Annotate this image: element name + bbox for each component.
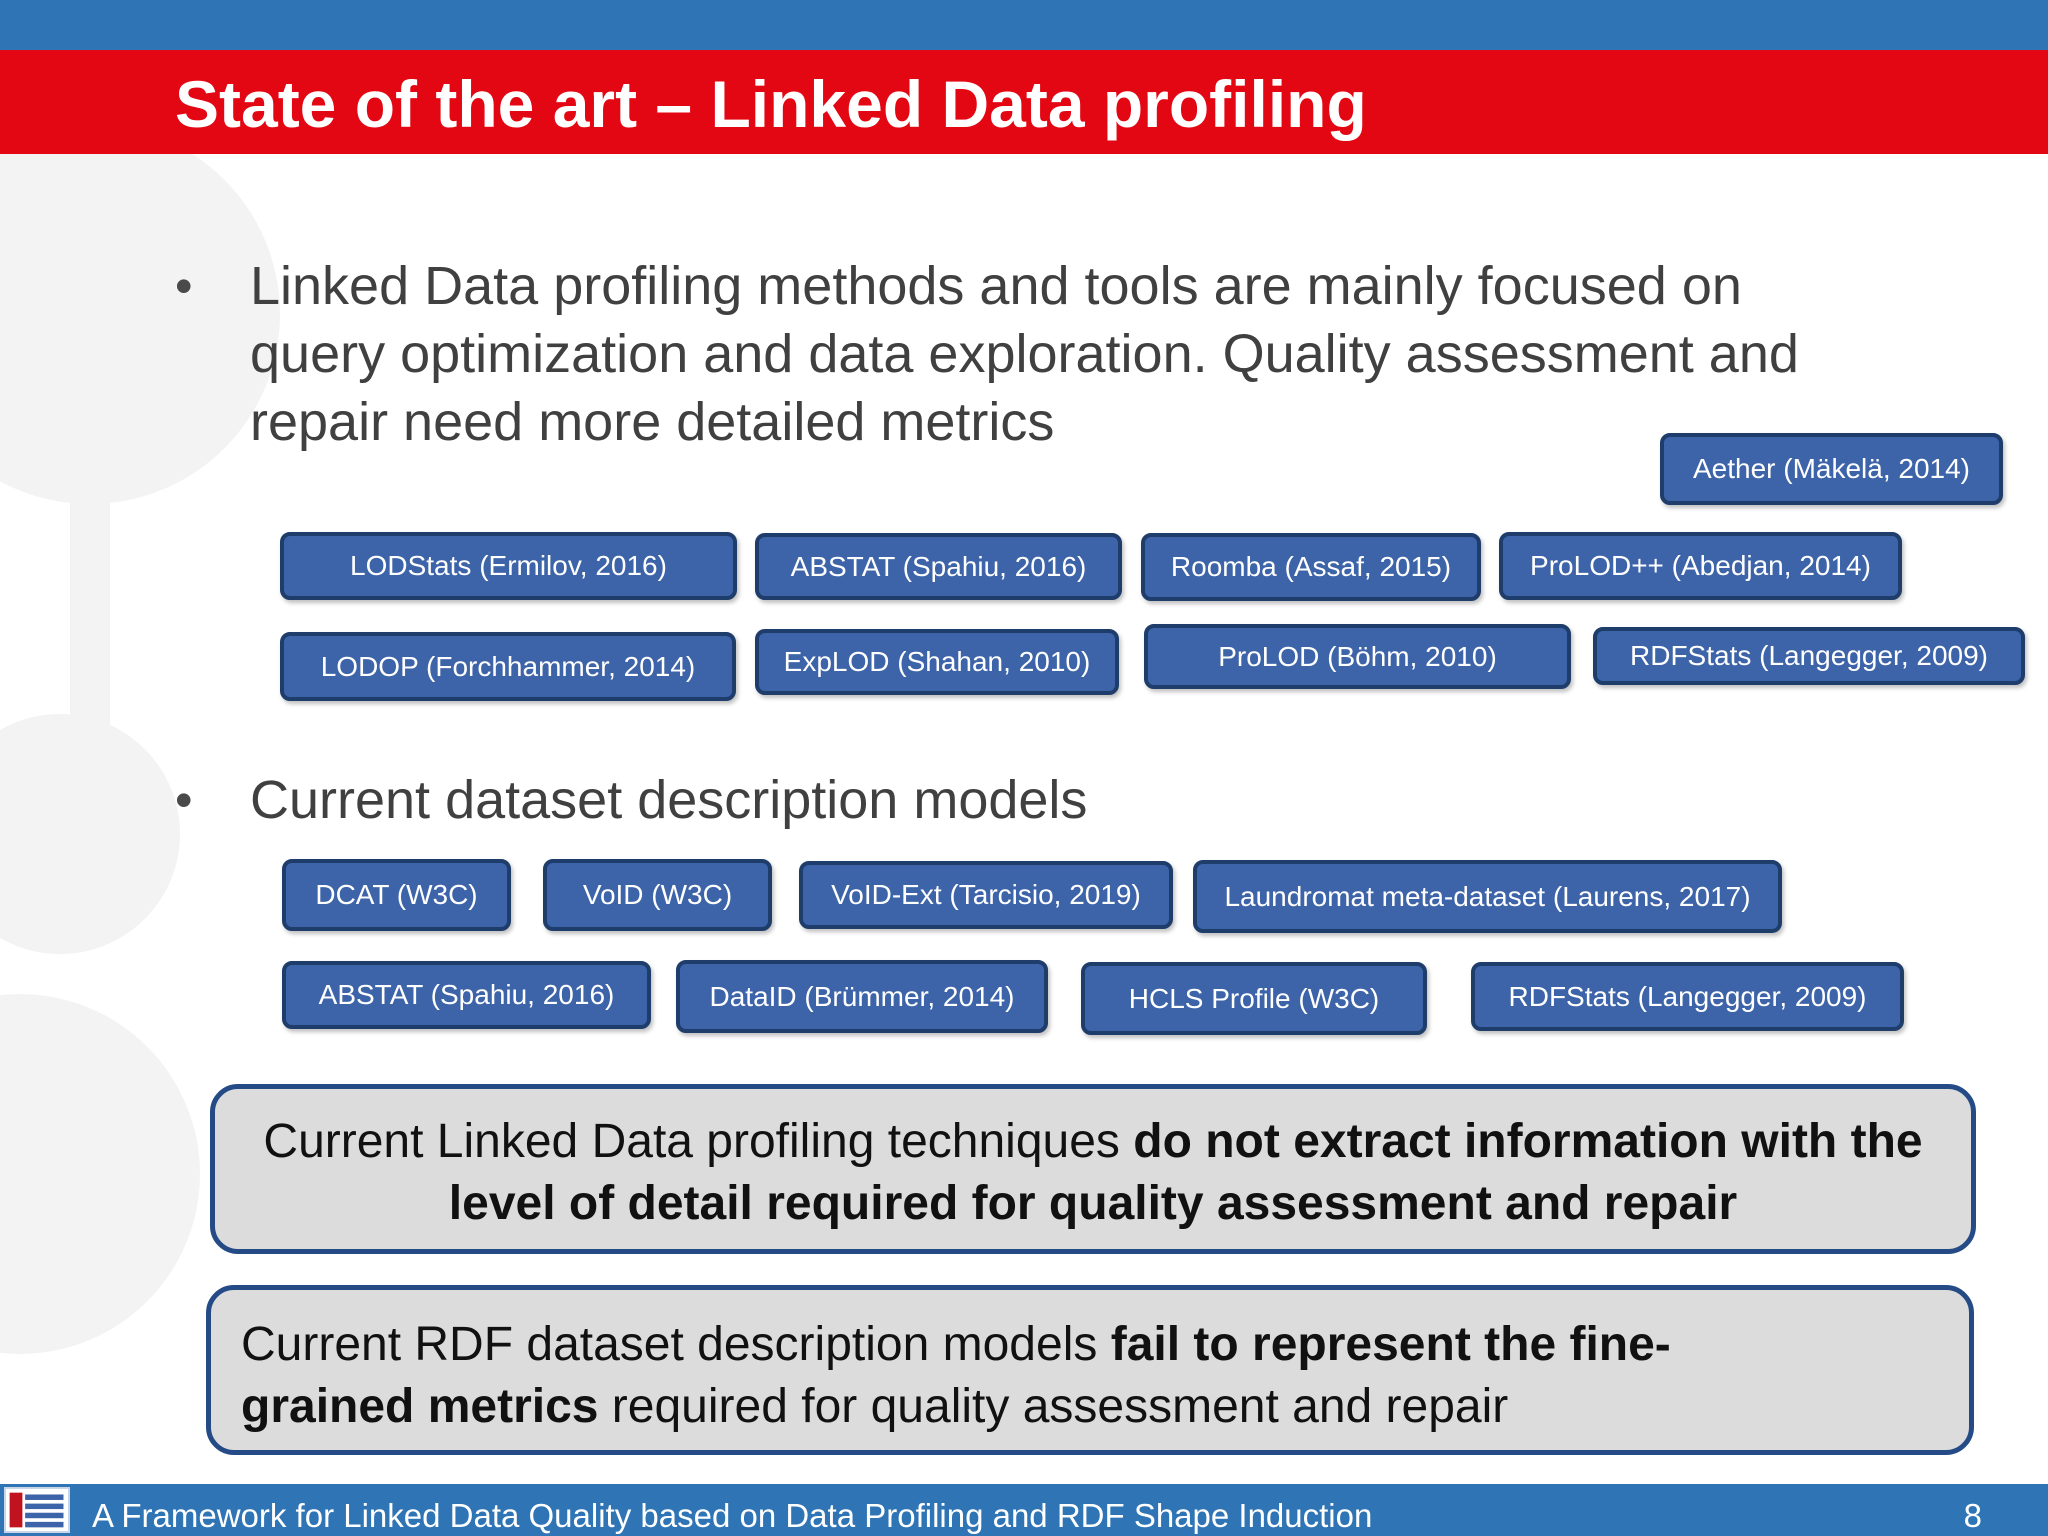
tool-pill-lodstats: LODStats (Ermilov, 2016) bbox=[280, 532, 737, 600]
callout-2-normal-text: Current RDF dataset description models bbox=[241, 1318, 1111, 1371]
tool-pill-prolod: ProLOD (Böhm, 2010) bbox=[1144, 624, 1571, 689]
tool-pill-abstat: ABSTAT (Spahiu, 2016) bbox=[755, 533, 1122, 600]
callout-profiling-gap bbox=[210, 1084, 1976, 1254]
model-pill-void-ext: VoID-Ext (Tarcisio, 2019) bbox=[799, 861, 1173, 929]
callout-2-bold-text: fail to represent the fine-grained metrics bbox=[241, 1318, 1671, 1433]
bullet-text-models: Current dataset description models bbox=[250, 770, 1088, 830]
model-pill-void: VoID (W3C) bbox=[543, 859, 772, 931]
group-logo-icon bbox=[4, 1487, 70, 1533]
model-pill-dcat: DCAT (W3C) bbox=[282, 859, 511, 931]
callout-description-gap bbox=[206, 1285, 1974, 1455]
callout-1-normal-text: Current Linked Data profiling techniques bbox=[263, 1115, 1134, 1168]
tool-pill-lodop: LODOP (Forchhammer, 2014) bbox=[280, 632, 736, 701]
model-pill-dataid: DataID (Brümmer, 2014) bbox=[676, 960, 1048, 1033]
top-accent-bar bbox=[0, 0, 2048, 50]
page-number: 8 bbox=[1963, 1497, 1982, 1534]
model-pill-rdfstats: RDFStats (Langegger, 2009) bbox=[1471, 962, 1904, 1031]
tool-pill-rdfstats: RDFStats (Langegger, 2009) bbox=[1593, 627, 2025, 685]
slide-title: State of the art – Linked Data profiling bbox=[175, 67, 1367, 141]
model-pill-hcls: HCLS Profile (W3C) bbox=[1081, 962, 1427, 1035]
tool-pill-roomba: Roomba (Assaf, 2015) bbox=[1141, 533, 1481, 601]
tool-pill-explod: ExpLOD (Shahan, 2010) bbox=[755, 629, 1119, 695]
bullet-marker-1: • bbox=[175, 258, 193, 314]
tool-pill-aether: Aether (Mäkelä, 2014) bbox=[1660, 433, 2003, 505]
bullet-text-profiling: Linked Data profiling methods and tools are mainly focused on query optimization and data exploration. Quality assessment and repair need more detailed metrics bbox=[250, 256, 1799, 452]
footer-presentation-title: A Framework for Linked Data Quality based on Data Profiling and RDF Shape Induction bbox=[92, 1497, 1373, 1534]
callout-1-bold-text: do not extract information with the level of detail required for quality assessment and repair bbox=[448, 1115, 1923, 1230]
model-pill-abstat: ABSTAT (Spahiu, 2016) bbox=[282, 961, 651, 1029]
tool-pill-prolodpp: ProLOD++ (Abedjan, 2014) bbox=[1499, 532, 1902, 600]
bullet-marker-2: • bbox=[175, 772, 193, 828]
model-pill-laundromat: Laundromat meta-dataset (Laurens, 2017) bbox=[1193, 860, 1782, 933]
callout-2-trailing-text: required for quality assessment and repair bbox=[598, 1380, 1509, 1433]
